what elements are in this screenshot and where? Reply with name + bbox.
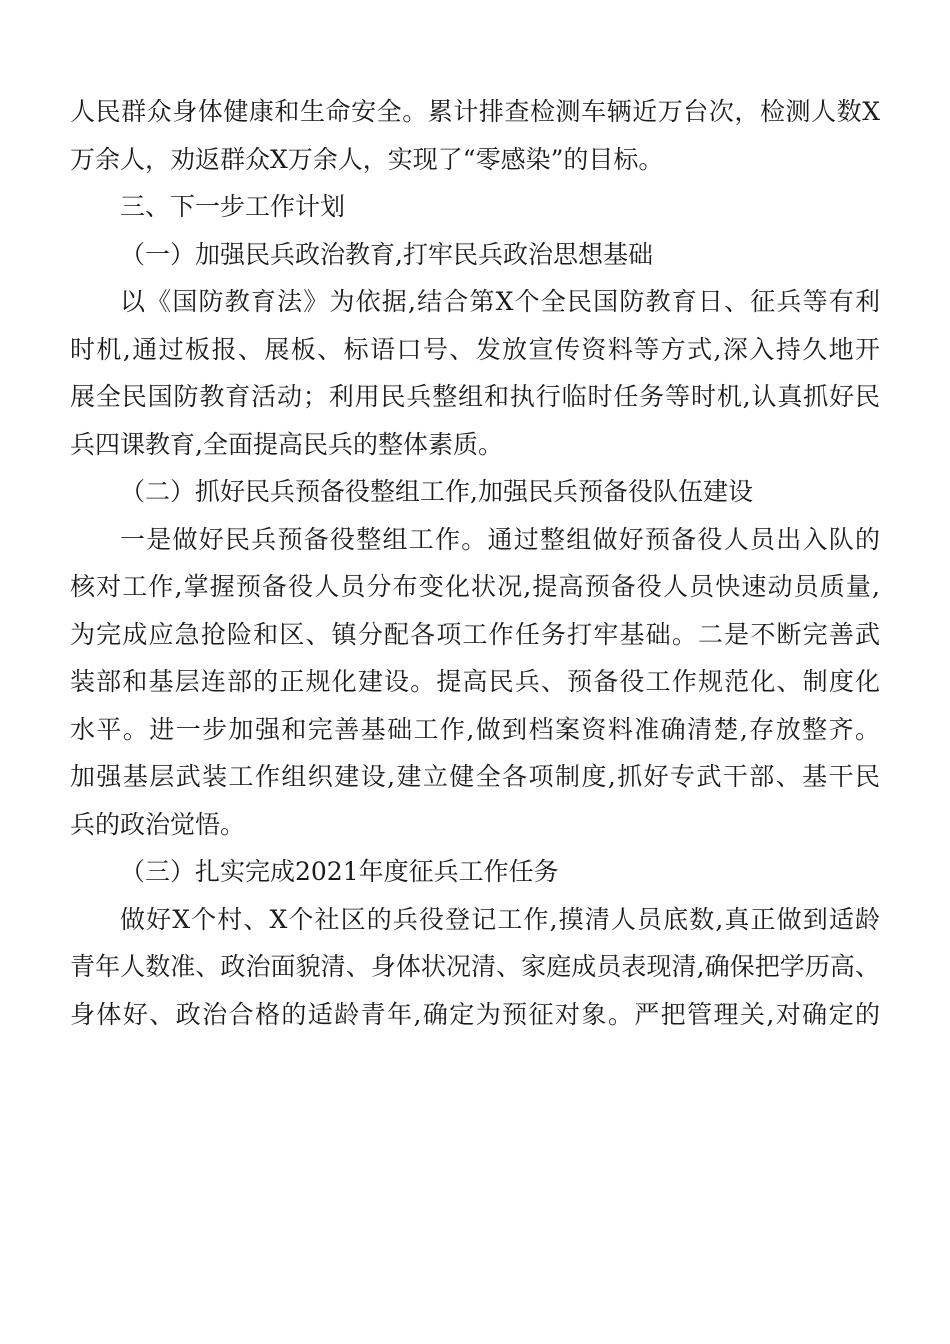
subsection-heading: （二）抓好民兵预备役整组工作,加强民兵预备役队伍建设 [120,477,753,506]
paragraph-line: 人民群众身体健康和生命安全。累计排查检测车辆近万台次，检测人数X [70,97,880,126]
paragraph-line: 一是做好民兵预备役整组工作。通过整组做好预备役人员出入队的 [120,524,880,554]
paragraph-line: 装部和基层连部的正规化建设。提高民兵、预备役工作规范化、制度化 [70,667,880,696]
paragraph-line: 兵的政治觉悟。 [70,809,246,839]
paragraph-line: 为完成应急抢险和区、镇分配各项工作任务打牢基础。二是不断完善武 [70,619,880,649]
section-heading: 三、下一步工作计划 [120,192,346,221]
paragraph-line: 万余人，劝返群众X万余人，实现了“零感染”的目标。 [70,144,664,174]
subsection-heading: （三）扎实完成2021年度征兵工作任务 [120,857,559,886]
paragraph-line: 兵四课教育,全面提高民兵的整体素质。 [70,429,503,459]
paragraph-line: 水平。进一步加强和完善基础工作,做到档案资料准确清楚,存放整齐。 [70,714,880,744]
paragraph-line: 身体好、政治合格的适龄青年,确定为预征对象。严把管理关,对确定的 [70,999,880,1029]
paragraph-line: 核对工作,掌握预备役人员分布变化状况,提高预备役人员快速动员质量, [70,572,880,601]
subsection-heading: （一）加强民兵政治教育,打牢民兵政治思想基础 [120,239,653,269]
paragraph-line: 青年人数准、政治面貌清、身体状况清、家庭成员表现清,确保把学历高、 [70,952,880,981]
paragraph-line: 展全民国防教育活动；利用民兵整组和执行临时任务等时机,认真抓好民 [70,382,880,411]
paragraph-line: 加强基层武装工作组织建设,建立健全各项制度,抓好专武干部、基干民 [70,762,880,791]
paragraph-line: 时机,通过板报、展板、标语口号、发放宣传资料等方式,深入持久地开 [70,334,880,364]
paragraph-line: 做好X个村、X个社区的兵役登记工作,摸清人员底数,真正做到适龄 [120,904,880,934]
paragraph-line: 以《国防教育法》为依据,结合第X个全民国防教育日、征兵等有利 [120,287,880,316]
